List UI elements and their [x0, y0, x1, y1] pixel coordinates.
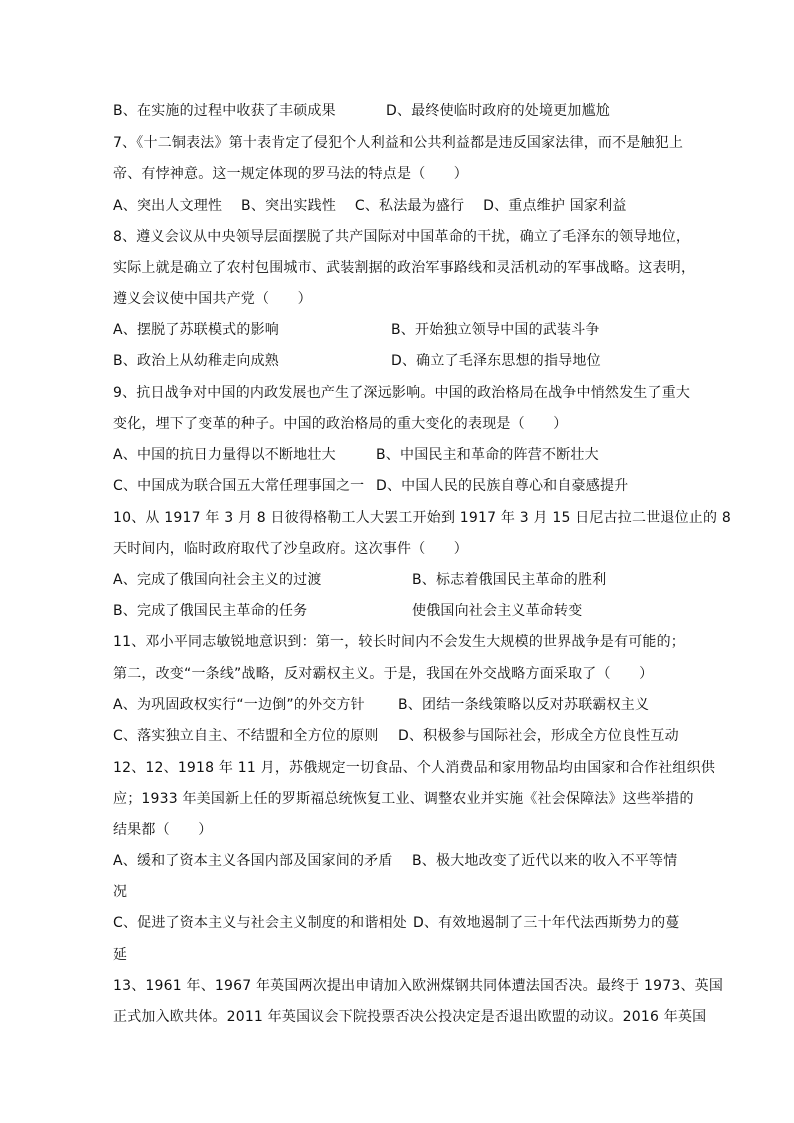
question-8-line-1: 8、遵义会议从中央领导层面摆脱了共产国际对中国革命的干扰，确立了毛泽东的领导地位，: [113, 229, 691, 245]
question-11-option-d: D、积极参与国际社会，形成全方位良性互动: [398, 728, 679, 744]
question-9-option-c: C、中国成为联合国五大常任理事国之一: [113, 478, 365, 494]
question-9-line-2: 变化，埋下了变革的种子。中国的政治格局的重大变化的表现是（ ）: [113, 416, 568, 432]
question-9-option-d: D、中国人民的民族自尊心和自豪感提升: [376, 478, 629, 494]
question-12-line-3: 结果都（ ）: [113, 822, 213, 838]
question-8-line-3: 遵义会议使中国共产党（ ）: [113, 291, 312, 307]
question-10-line-1: 10、从 1917 年 3 月 8 日彼得格勒工人大罢工开始到 1917 年 3 月 15 日尼古拉二世退位止的 8: [113, 510, 731, 526]
question-8-option-b: B、开始独立领导中国的武装斗争: [391, 322, 600, 338]
question-9-line-1: 9、抗日战争对中国的内政发展也产生了深远影响。中国的政治格局在战争中悄然发生了重大: [113, 385, 691, 401]
question-10-option-a: A、完成了俄国向社会主义的过渡: [113, 572, 322, 588]
question-13-line-1: 13、1961 年、1967 年英国两次提出申请加入欧洲煤钢共同体遭法国否决。最终于 1973、英国: [113, 978, 724, 994]
question-12-option-c: C、促进了资本主义与社会主义制度的和谐相处: [113, 915, 407, 931]
question-8-line-2: 实际上就是确立了农村包围城市、武装割据的政治军事路线和灵活机动的军事战略。这表明，: [113, 260, 696, 276]
question-12-option-d: D、有效地遏制了三十年代法西斯势力的蔓: [413, 915, 680, 931]
question-12-option-b-continued: 况: [113, 884, 128, 900]
question-13-line-2: 正式加入欧共体。2011 年英国议会下院投票否决公投决定是否退出欧盟的动议。2016 年英国: [113, 1009, 707, 1025]
question-8-option-c: B、政治上从幼稚走向成熟: [113, 353, 280, 369]
question-11-option-a: A、为巩固政权实行“一边倒”的外交方针: [113, 697, 365, 713]
question-10-line-2: 天时间内，临时政府取代了沙皇政府。这次事件（ ）: [113, 541, 468, 557]
question-9-option-b: B、中国民主和革命的阵营不断壮大: [376, 447, 599, 463]
question-11-option-c: C、落实独立自主、不结盟和全方位的原则: [113, 728, 379, 744]
question-11-line-2: 第二，改变“一条线”战略，反对霸权主义。于是，我国在外交战略方面采取了（ ）: [113, 666, 654, 682]
question-10-option-d: 使俄国向社会主义革命转变: [412, 603, 583, 619]
question-7-options: A、突出人文理性 B、突出实践性 C、私法最为盛行 D、重点维护 国家利益: [113, 198, 627, 214]
question-10-option-c: B、完成了俄国民主革命的任务: [113, 603, 308, 619]
option-b-prev: B、在实施的过程中收获了丰硕成果: [113, 103, 336, 119]
question-7-line-2: 帝、有悖神意。这一规定体现的罗马法的特点是（ ）: [113, 166, 468, 182]
question-12-line-1: 12、12、1918 年 11 月，苏俄规定一切食品、个人消费品和家用物品均由国家和合作社组织供: [113, 760, 716, 776]
question-10-option-b: B、标志着俄国民主革命的胜利: [412, 572, 607, 588]
question-11-line-1: 11、邓小平同志敏锐地意识到：第一，较长时间内不会发生大规模的世界战争是有可能的；: [113, 634, 686, 650]
question-12-option-b: B、极大地改变了近代以来的收入不平等情: [412, 853, 678, 869]
question-12-option-a: A、缓和了资本主义各国内部及国家间的矛盾: [113, 853, 393, 869]
question-7-line-1: 7、《十二铜表法》第十表肯定了侵犯个人利益和公共利益都是违反国家法律，而不是触犯上: [113, 135, 684, 151]
question-12-line-2: 应；1933 年美国新上任的罗斯福总统恢复工业、调整农业并实施《社会保障法》这些举措的: [113, 791, 694, 807]
question-8-option-d: D、确立了毛泽东思想的指导地位: [391, 353, 601, 369]
question-8-option-a: A、摆脱了苏联模式的影响: [113, 322, 279, 338]
question-11-option-b: B、团结一条线策略以反对苏联霸权主义: [398, 697, 650, 713]
option-d-prev: D、最终使临时政府的处境更加尴尬: [386, 103, 610, 119]
question-9-option-a: A、中国的抗日力量得以不断地壮大: [113, 447, 336, 463]
question-12-option-d-continued: 延: [113, 947, 128, 963]
